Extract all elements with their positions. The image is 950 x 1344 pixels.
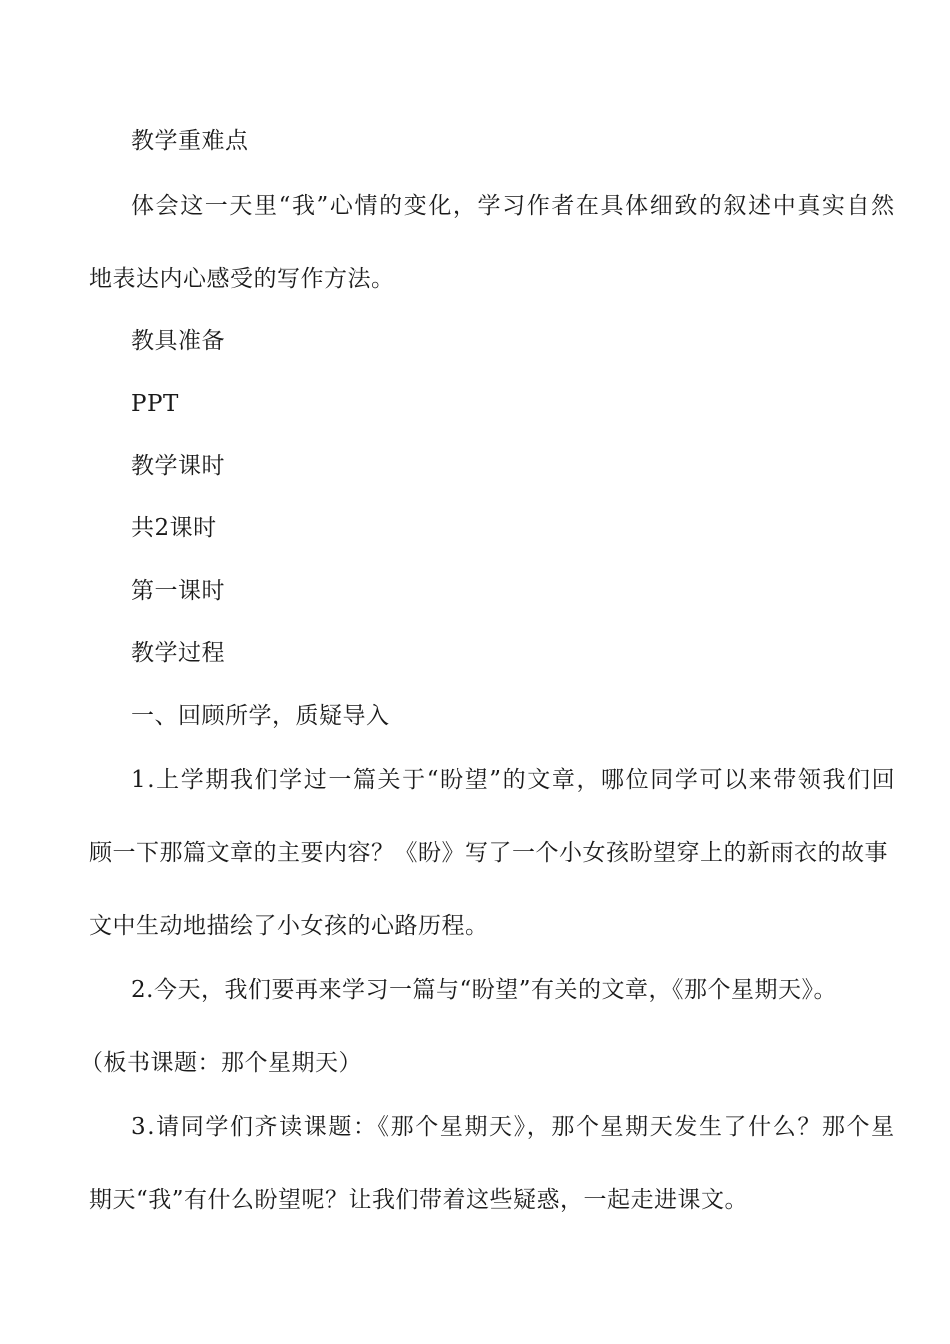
heading-class-hours: 教学课时 xyxy=(131,453,225,479)
paragraph-line: 顾一下那篇文章的主要内容？《盼》写了一个小女孩盼望穿上的新雨衣的故事 xyxy=(89,840,888,866)
heading-teaching-aids: 教具准备 xyxy=(131,328,225,354)
heading-teaching-process: 教学过程 xyxy=(131,640,225,666)
paragraph-line: 期天“我”有什么盼望呢？让我们带着这些疑惑，一起走进课文。 xyxy=(89,1187,749,1213)
paragraph-line: 1.上学期我们学过一篇关于“盼望”的文章，哪位同学可以来带领我们回 xyxy=(131,767,897,793)
heading-first-lesson: 第一课时 xyxy=(131,578,225,604)
section-heading: 一、回顾所学，质疑导入 xyxy=(131,703,390,729)
paragraph-line: PPT xyxy=(131,391,179,417)
paragraph-line: （板书课题：那个星期天） xyxy=(80,1050,362,1076)
paragraph-line: 共2课时 xyxy=(131,515,217,541)
paragraph-line: 2.今天，我们要再来学习一篇与“盼望”有关的文章，《那个星期天》。 xyxy=(131,977,837,1003)
paragraph-line: 体会这一天里“我”心情的变化，学习作者在具体细致的叙述中真实自然 xyxy=(131,193,896,219)
paragraph-line: 文中生动地描绘了小女孩的心路历程。 xyxy=(89,913,489,939)
heading-teaching-difficulties: 教学重难点 xyxy=(131,128,249,154)
paragraph-line: 3.请同学们齐读课题：《那个星期天》，那个星期天发生了什么？那个星 xyxy=(131,1114,896,1140)
paragraph-line: 地表达内心感受的写作方法。 xyxy=(89,266,395,292)
